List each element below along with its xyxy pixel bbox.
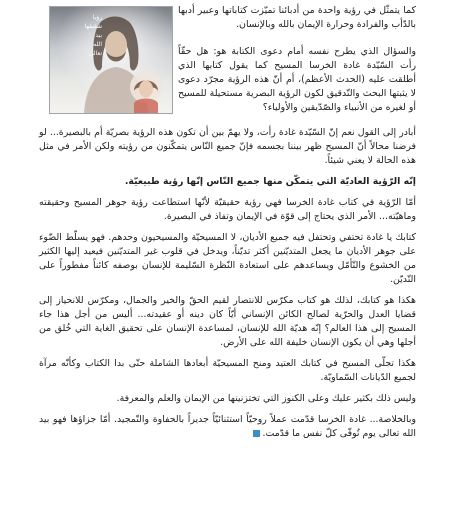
paragraph: وليس ذلك بكثير عليك وعلى الكنوز التي تختزنينها من الإيمان والعلم والمعرفة. xyxy=(116,393,416,404)
cover-title-text xyxy=(52,13,102,58)
paragraph-question: والسؤال الذي يطرح نفسه أمام دعوى الكتابة هو: هل حقّاً رأت السّيّدة غادة الخرسا المسيح كما يقول كتابها الذي أطلقت عليه (الحدث الأعظم)، أم أنّ هذه الرؤية مجرّد دعوى لا يثبتها البحث والتّدقيق لكون الرؤية البصرية مستحيلة للمسيح أو لغيره من الأنبياء والصّدّيقين والأولياء؟ xyxy=(178,46,416,113)
paragraph: أمّا الرّؤية في كتاب غادة الخرسا فهي رؤية حقيقيّة لأنّها استطاعت رؤية جوهر المسيح وحقيقته وماهيّته... الأمر الذي يحتاج إلى قوّة في الإيمان وتفاذ في البصيرة. xyxy=(39,197,416,222)
paragraph: أبادر إلى القول نعم إنّ السّيّدة غادة رأت، ولا يهمّ بين أن تكون هذه الرؤية بصريّة أم بالبصيرة... لو فرضنا محالاً أنّ المسيح ظهر بيننا بجسمه فإنّ جميع النّاس يتمكّنون من رؤيته ولكن الأمر في مثل هذه الحالة لا يعني شيئاً. xyxy=(39,127,416,166)
paragraph: هكذا هو كتابك، لذلك هو كتاب مكرّس للانتصار لقيم الحقّ والخير والجمال، ومكرّس للانحياز إلى قضايا العدل والحرّية لصالح الكائن الإنساني أيّاً كان دينه أو عقيدته... أليس من أجل هذا جاء المسيح إلى هذا العالم؟ إنّه هديّة الله للإنسان، لمساعدة الإنسان على تحقيق الغاية التي خُلق من أجلها وهي أن يكون الإنسان خليفة الله على الأرض. xyxy=(39,295,416,348)
cover-line: رؤيا xyxy=(92,14,102,21)
paragraph: هكذا تجلّى المسيح في كتابك العتيد ومنح المسيحيّة أبعادها الشاملة حتّى بدا الكتاب وكأنّه مرآة لجميع الدّيانات السّماويّة. xyxy=(39,358,416,383)
cover-line: شقيقها xyxy=(84,23,102,30)
cover-line: بيد xyxy=(95,32,102,39)
end-of-article-square-icon xyxy=(253,430,260,437)
paragraph-intro: كما يتمثّل في رؤية واحدة من أدبائنا تميّزت كتاباتها وعبير أدبها بالدّأب والفرادة وحرارة الإيمان بالله وبالإنسان. xyxy=(178,5,416,30)
cover-line: تعالى xyxy=(88,50,102,57)
paragraph-emphasis: إنّه الرّؤية العاديّة التي يتمكّن منها جميع النّاس إنّها رؤية طبيعيّة. xyxy=(124,176,416,187)
paragraph-conclusion xyxy=(39,413,416,441)
paragraph: كتابك يا غادة تحتفي وتحتفل فيه جميع الأديان، لا المسيحيّة والمسيحيون وحدهم. فهو يسلّط الضّوء على جوهر الأديان ما يجعل المتديّنين أكثر تديّناً، ويدخل في قلوب غير المتديّنين فيعيد إليها الكثير من الخشوع والتّأمّل ويساعدهم على استعادة النّظرة السّليمة للإنسان بوصفه كائناً مفطوراً على التّديّن. xyxy=(39,232,416,285)
cover-line: الله xyxy=(93,41,102,48)
article-body xyxy=(39,126,416,448)
conclusion-text: وبالخلاصة... غادة الخرسا قدّمت عملاً روحيّاً استثنائيّاً جديراً بالحفاوة والتّمجيد. أمّا جزاؤها فهو بيد الله تعالى يوم تُوفّى كلّ نفس ما قدّمت. xyxy=(39,414,416,439)
book-cover-image xyxy=(49,6,173,114)
